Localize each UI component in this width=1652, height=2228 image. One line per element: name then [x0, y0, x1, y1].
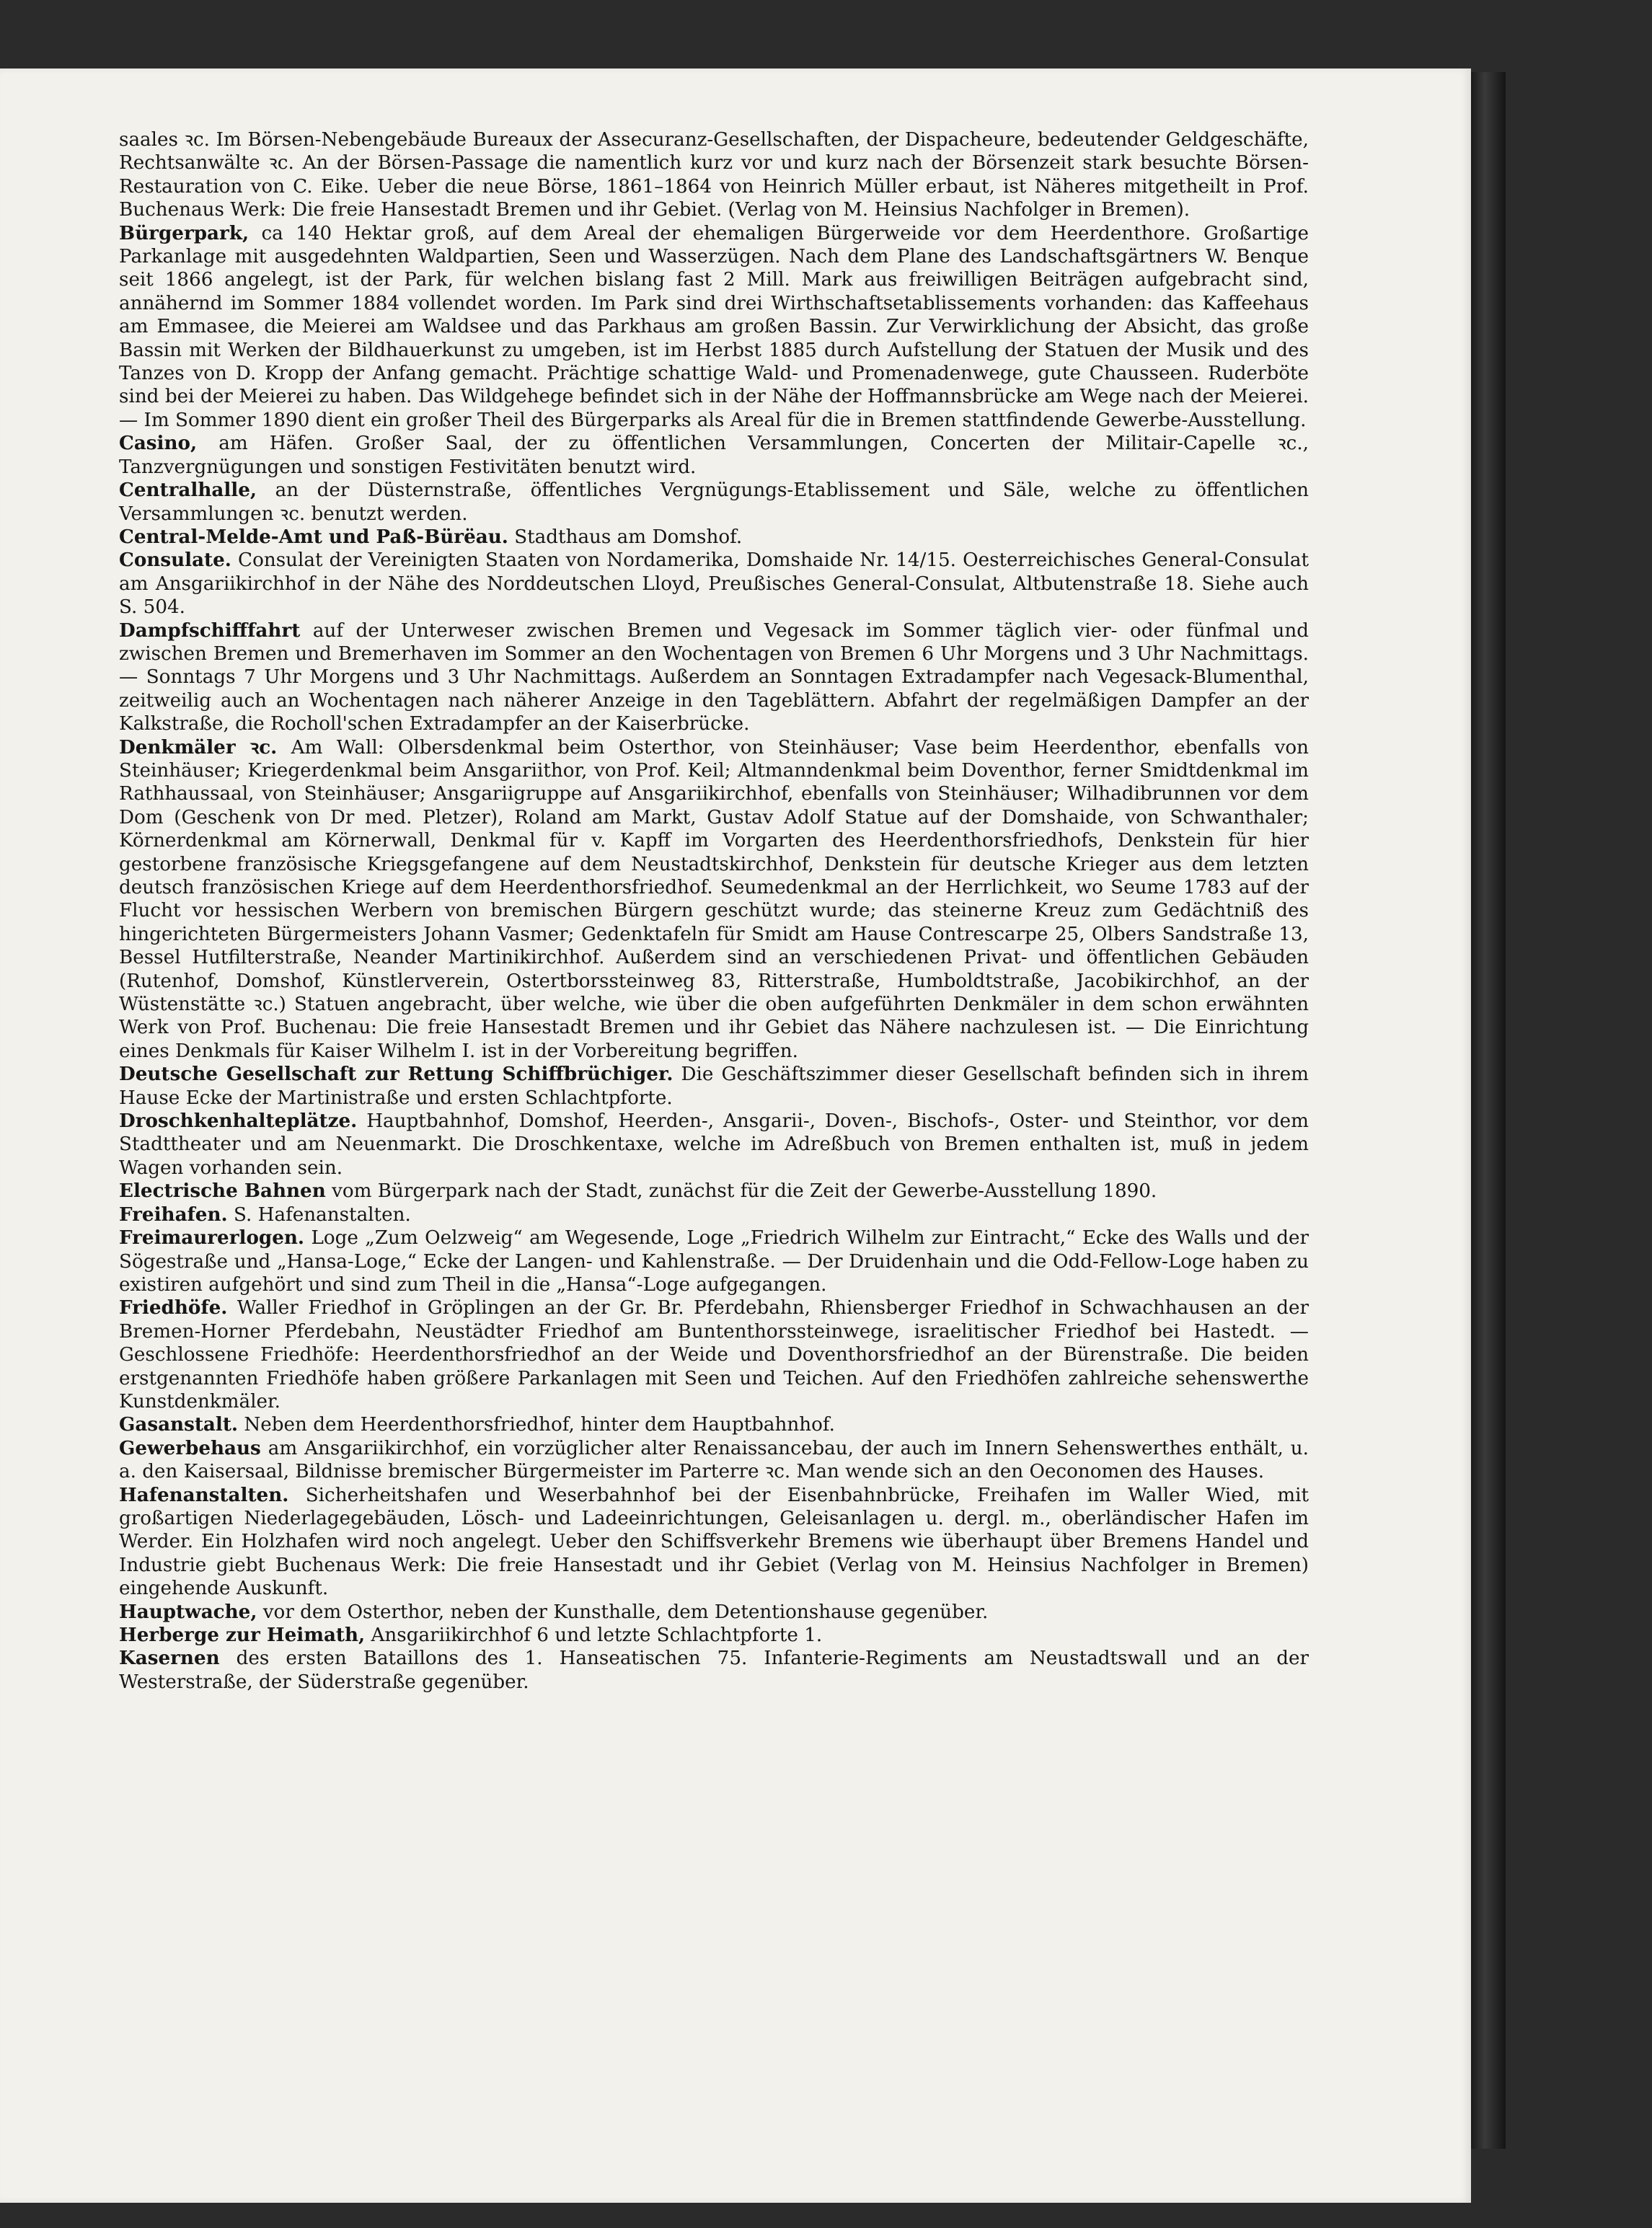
paragraph-0 [119, 128, 1309, 222]
entry-body: Stadthaus am Domshof. [508, 526, 743, 548]
entry-body: am Ansgariikirchhof, ein vorzüglicher alter Renaissancebau, der auch im Innern Sehenswerthes enthält, u. a. den Kaisersaal, Bildnisse bremischer Bürgermeister im Parterre ꝛc. Man wende sich an den Oeconomen des Hauses. [119, 1437, 1309, 1483]
entry-headword: Bürgerpark, [119, 221, 249, 244]
entry-rettung-schiffbruechiger [119, 1063, 1309, 1110]
entry-body: Am Wall: Olbersdenkmal beim Osterthor, von Steinhäuser; Vase beim Heerdenthor, ebenfalls von Steinhäuser; Kriegerdenkmal beim Ansgariithor, von Prof. Keil; Altmanndenkmal beim Doventhor, ferner Smidtdenkmal im Rathhaussaal, von Steinhäuser; Ansgariigruppe auf Ansgariikirchhof, ebenfalls von Steinhäuser; Wilhadibrunnen vor dem Dom (Geschenk von Dr med. Pletzer), Roland am Markt, Gustav Adolf Statue auf der Domshaide, von Schwanthaler; Körnerdenkmal am Körnerwall, Denkmal für v. Kapff im Vorgarten des Heerdenthorsfriedhofs, Denkstein für hier gestorbene französische Kriegsgefangene auf dem Neustadtskirchhof, Denkstein für deutsche Krieger aus dem letzten deutsch französischen Kriege auf dem Heerdenthorsfriedhof. Seumedenkmal an der Herrlichkeit, wo Seume 1783 auf der Flucht vor hessischen Werbern von bremischen Bürgern geschützt wurde; das steinerne Kreuz zum Gedächtniß des hingerichteten Bürgermeisters Johann Vasmer; Gedenktafeln für Smidt am Hause Contrescarpe 25, Olbers Sandstraße 13, Bessel Hutfilterstraße, Neander Martinikirchhof. Außerdem sind an verschiedenen Privat- und öffentlichen Gebäuden (Rutenhof, Domshof, Künstlerverein, Ostertborssteinweg 83, Ritterstraße, Humboldtstraße, Jacobikirchhof, an der Wüstenstätte ꝛc.) Statuen angebracht, über welche, wie über die oben aufgeführten Denkmäler in dem schon erwähnten Werk von Prof. Buchenau: Die freie Hansestadt Bremen und ihr Gebiet das Nähere nachzulesen ist. — Die Einrichtung eines Denkmals für Kaiser Wilhelm I. ist in der Vorbereitung begriffen. [119, 736, 1309, 1062]
entry-headword: Kasernen [119, 1647, 220, 1670]
entry-headword: Gasanstalt. [119, 1413, 239, 1436]
entry-body: Neben dem Heerdenthorsfriedhof, hinter dem Hauptbahnhof. [238, 1414, 835, 1436]
entry-consulate [119, 549, 1309, 619]
entry-headword: Centralhalle, [119, 479, 257, 502]
entry-centralhalle [119, 479, 1309, 526]
entry-freihafen [119, 1203, 1309, 1226]
page-text [119, 128, 1309, 1694]
book-spine [1471, 72, 1506, 2149]
entry-friedhoefe [119, 1296, 1309, 1413]
entry-headword: Dampfschifffahrt [119, 619, 301, 642]
entry-body: Hauptbahnhof, Domshof, Heerden-, Ansgarii-, Doven-, Bischofs-, Oster- und Steinthor, vor dem Stadttheater und am Neuenmarkt. Die Droschkentaxe, welche im Adreßbuch von Bremen enthalten ist, muß in jedem Wagen vorhanden sein. [119, 1110, 1309, 1179]
entry-headword: Herberge zur Heimath, [119, 1624, 366, 1646]
entry-body: Sicherheitshafen und Weserbahnhof bei der Eisenbahnbrücke, Freihafen im Waller Wied, mit großartigen Niederlagegebäuden, Lösch- und Ladeeinrichtungen, Geleisanlagen u. dergl. m., oberländischer Hafen im Werder. Ein Holzhafen wird noch angelegt. Ueber den Schiffsverkehr Bremens wie überhaupt über Bremens Handel und Industrie giebt Buchenaus Werk: Die freie Hansestadt und ihr Gebiet (Verlag von M. Heinsius Nachfolger in Bremen) eingehende Auskunft. [119, 1484, 1309, 1600]
entry-kasernen [119, 1647, 1309, 1694]
entry-headword: Freimaurerlogen. [119, 1226, 305, 1250]
entry-body: an der Düsternstraße, öffentliches Vergnügungs-Etablissement und Säle, welche zu öffentlichen Versammlungen ꝛc. benutzt werden. [119, 479, 1309, 525]
entry-body: Ansgariikirchhof 6 und letzte Schlachtpforte 1. [365, 1624, 823, 1646]
entry-headword: Droschkenhalteplätze. [119, 1110, 358, 1133]
entry-headword: Freihafen. [119, 1203, 228, 1226]
entry-body: S. Hafenanstalten. [227, 1203, 411, 1226]
entry-headword: Electrische Bahnen [119, 1180, 326, 1203]
entry-body: saales ꝛc. Im Börsen-Nebengebäude Bureaux der Assecuranz-Gesellschaften, der Dispacheure, bedeutender Geldgeschäfte, Rechtsanwälte ꝛc. An der Börsen-Passage die namentlich kurz vor und kurz nach der Börsenzeit stark besuchte Börsen-Restauration von C. Eike. Ueber die neue Börse, 1861–1864 von Heinrich Müller erbaut, ist Näheres mitgetheilt in Prof. Buchenaus Werk: Die freie Hansestadt Bremen und ihr Gebiet. (Verlag von M. Heinsius Nachfolger in Bremen). [119, 129, 1309, 221]
entry-headword: Consulate. [119, 549, 231, 572]
entry-headword: Friedhöfe. [119, 1296, 228, 1319]
entry-hauptwache [119, 1601, 1309, 1624]
entry-droschkenhalteplaetze [119, 1110, 1309, 1180]
entry-body: vor dem Osterthor, neben der Kunsthalle, dem Detentionshause gegenüber. [257, 1601, 989, 1623]
entry-body: des ersten Bataillons des 1. Hanseatischen 75. Infanterie-Regiments am Neustadtswall und an der Westerstraße, der Süderstraße gegenüber. [119, 1648, 1309, 1693]
entry-body: Loge „Zum Oelzweig“ am Wegesende, Loge „Friedrich Wilhelm zur Eintracht,“ Ecke des Walls und der Sögestraße und „Hansa-Loge,“ Ecke der Langen- und Kahlenstraße. — Der Druidenhain und die Odd-Fellow-Loge haben zu existiren aufgehört und sind zum Theil in die „Hansa“-Loge aufgegangen. [119, 1227, 1309, 1296]
entry-freimaurerlogen [119, 1226, 1309, 1296]
entry-headword: Central-Melde-Amt und Paß-Bürëau. [119, 525, 508, 548]
entry-buergerpark [119, 222, 1309, 433]
entry-hafenanstalten [119, 1484, 1309, 1601]
entry-body: Die Geschäftszimmer dieser Gesellschaft befinden sich in ihrem Hause Ecke der Martinistraße und ersten Schlachtpforte. [119, 1064, 1309, 1109]
entry-herberge [119, 1624, 1309, 1647]
entry-body: Waller Friedhof in Gröplingen an der Gr. Br. Pferdebahn, Rhiensberger Friedhof in Schwachhausen an der Bremen-Horner Pferdebahn, Neustädter Friedhof am Buntenthorssteinwege, israelitischer Friedhof bei Hastedt. — Geschlossene Friedhöfe: Heerdenthorsfriedhof an der Weide und Doventhorsfriedhof an der Bürenstraße. Die beiden erstgenannten Friedhöfe haben größere Parkanlagen mit Seen und Teichen. Auf den Friedhöfen zahlreiche sehenswerthe Kunstdenkmäler. [119, 1297, 1309, 1413]
entry-body: ca 140 Hektar groß, auf dem Areal der ehemaligen Bürgerweide vor dem Heerdenthore. Großartige Parkanlage mit ausgedehnten Waldpartien, Seen und Wasserzügen. Nach dem Plane des Landschaftsgärtners W. Benque seit 1866 angelegt, ist der Park, für welchen bislang fast 2 Mill. Mark aus freiwilligen Beiträgen aufgebracht sind, annähernd im Sommer 1884 vollendet worden. Im Park sind drei Wirthschaftsetablissements vorhanden: das Kaffeehaus am Emmasee, die Meierei am Waldsee und das Parkhaus am großen Bassin. Zur Verwirklichung der Absicht, das große Bassin mit Werken der Bildhauerkunst zu umgeben, ist im Herbst 1885 durch Aufstellung der Statuen der Musik und des Tanzes von D. Kropp der Anfang gemacht. Prächtige schattige Wald- und Promenadenwege, gute Chausseen. Ruderböte sind bei der Meierei zu haben. Das Wildgehege befindet sich in der Nähe der Hoffmannsbrücke am Wege nach der Meierei. — Im Sommer 1890 dient ein großer Theil des Bürgerparks als Areal für die in Bremen stattfindende Gewerbe-Ausstellung. [119, 222, 1309, 431]
entry-gewerbehaus [119, 1437, 1309, 1484]
entry-body: vom Bürgerpark nach der Stadt, zunächst für die Zeit der Gewerbe-Ausstellung 1890. [325, 1180, 1157, 1203]
entry-headword: Casino, [119, 432, 198, 455]
entry-body: auf der Unterweser zwischen Bremen und Vegesack im Sommer täglich vier- oder fünfmal und zwischen Bremen und Bremerhaven im Sommer an den Wochentagen von Bremen 6 Uhr Morgens und 3 Uhr Nachmittags. — Sonntags 7 Uhr Morgens und 3 Uhr Nachmittags. Außerdem an Sonntagen Extradampfer nach Vegesack-Blumenthal, zeitweilig auch an Wochentagen nach näherer Anzeige in den Tageblättern. Abfahrt der regelmäßigen Dampfer an der Kalkstraße, die Rocholl'schen Extradampfer an der Kaiserbrücke. [119, 619, 1309, 735]
entry-dampfschifffahrt [119, 619, 1309, 736]
entry-headword: Denkmäler ꝛc. [119, 735, 278, 759]
entry-central-melde-amt [119, 526, 1309, 549]
entry-denkmaeler [119, 736, 1309, 1064]
entry-headword: Hauptwache, [119, 1600, 257, 1623]
entry-headword: Deutsche Gesellschaft zur Rettung Schiffbrüchiger. [119, 1063, 673, 1086]
entry-headword: Hafenanstalten. [119, 1483, 289, 1506]
entry-gasanstalt [119, 1413, 1309, 1436]
entry-body: am Häfen. Großer Saal, der zu öffentlichen Versammlungen, Concerten der Militair-Capelle ꝛc., Tanzvergnügungen und sonstigen Festivitäten benutzt wird. [119, 433, 1309, 478]
entry-body: Consulat der Vereinigten Staaten von Nordamerika, Domshaide Nr. 14/15. Oesterreichisches General-Consulat am Ansgariikirchhof in der Nähe des Norddeutschen Lloyd, Preußisches General-Consulat, Altbutenstraße 18. Siehe auch S. 504. [119, 549, 1309, 619]
entry-electrische-bahnen [119, 1180, 1309, 1203]
entry-headword: Gewerbehaus [119, 1436, 261, 1459]
entry-casino [119, 432, 1309, 479]
